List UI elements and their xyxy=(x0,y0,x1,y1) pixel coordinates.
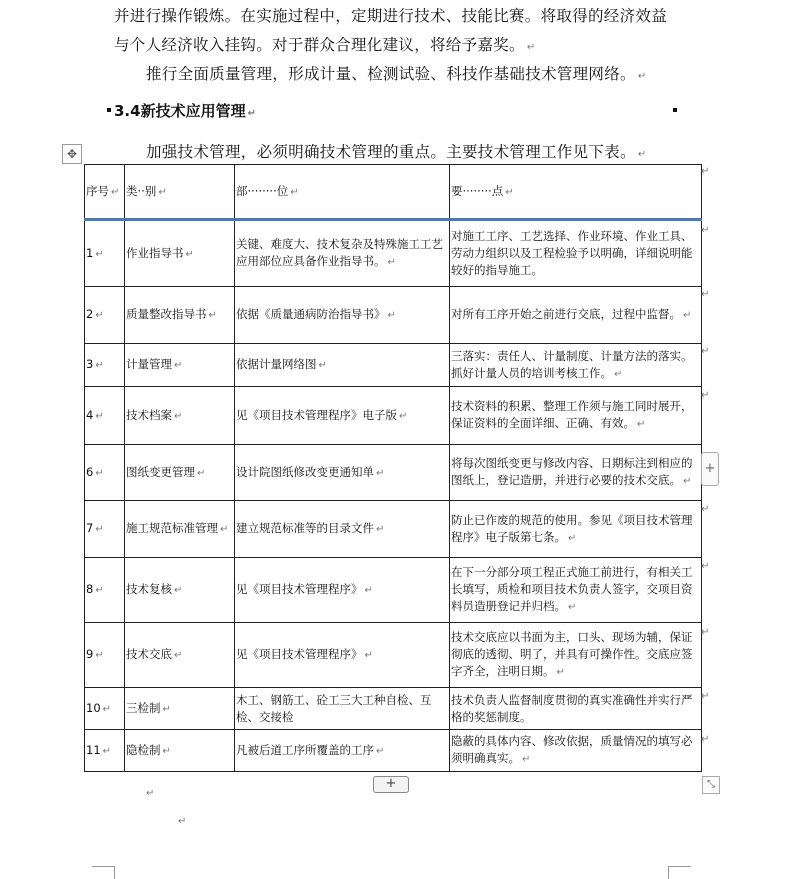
table-resize-icon[interactable]: ⤡ xyxy=(702,776,720,794)
cell-number[interactable]: 10 ↵ xyxy=(85,688,125,730)
table-row xyxy=(85,344,702,387)
section-heading: 3.4新技术应用管理 ↵ xyxy=(114,102,256,120)
row-end-mark: ↵ xyxy=(701,390,710,401)
technical-management-table xyxy=(84,164,702,772)
empty-paragraph-mark: ↵ xyxy=(178,816,187,827)
cell-type[interactable]: 施工规范标准管理 ↵ xyxy=(125,501,235,558)
header-cell-number[interactable]: 序号 ↵ xyxy=(85,165,125,220)
cell-key-points[interactable]: 在下一分部分项工程正式施工前进行，有相关工长填写，质检和项目技术负责人签字，交项目资料员造册登记并归档。 ↵ xyxy=(450,558,702,623)
cell-key-points[interactable]: 技术资料的积累、整理工作须与施工同时展开，保证资料的全面详细、正确、有效。 ↵ xyxy=(450,387,702,445)
cell-part[interactable]: 建立规范标准等的目录文件 ↵ xyxy=(235,501,450,558)
table-row xyxy=(85,623,702,688)
cell-number[interactable]: 9 ↵ xyxy=(85,623,125,688)
table-move-handle-icon[interactable]: ✥ xyxy=(62,144,82,164)
cell-part[interactable]: 见《项目技术管理程序》 ↵ xyxy=(235,623,450,688)
add-column-button[interactable]: + xyxy=(701,452,719,486)
cell-key-points[interactable]: 对施工工序、工艺选择、作业环境、作业工具、劳动力组织以及工程检验予以明确，详细说明能较好的指导施工。 xyxy=(450,220,702,287)
page-corner-mark-left xyxy=(92,866,115,879)
cell-key-points[interactable]: 将每次图纸变更与修改内容、日期标注到相应的图纸上，登记造册，并进行必要的技术交底。 ↵ xyxy=(450,445,702,501)
cell-number[interactable]: 7 ↵ xyxy=(85,501,125,558)
table-row xyxy=(85,501,702,558)
header-cell-key-points[interactable]: 要········点 ↵ xyxy=(450,165,702,220)
cell-number[interactable]: 11 ↵ xyxy=(85,730,125,772)
cell-number[interactable]: 3 ↵ xyxy=(85,344,125,387)
paragraph-mark: ↵ xyxy=(637,149,647,160)
cell-key-points[interactable]: 隐蔽的具体内容、修改依据，质量情况的填写必须明确真实。 ↵ xyxy=(450,730,702,772)
row-end-mark: ↵ xyxy=(701,225,710,236)
cell-type[interactable]: 图纸变更管理 ↵ xyxy=(125,445,235,501)
cell-type[interactable]: 技术档案 ↵ xyxy=(125,387,235,445)
table-row xyxy=(85,558,702,623)
table-row xyxy=(85,730,702,772)
header-cell-type[interactable]: 类··别 ↵ xyxy=(125,165,235,220)
cell-part[interactable]: 木工、钢筋工、砼工三大工种自检、互检、交接检 xyxy=(235,688,450,730)
row-end-mark: ↵ xyxy=(701,561,710,572)
paragraph-mark: ↵ xyxy=(247,108,256,119)
cell-number[interactable]: 2 ↵ xyxy=(85,287,125,344)
cell-part[interactable]: 凡被后道工序所覆盖的工序 ↵ xyxy=(235,730,450,772)
body-paragraph-3: 推行全面质量管理，形成计量、检测试验、科技作基础技术管理网络。 ↵ xyxy=(146,65,647,83)
row-end-mark: ↵ xyxy=(701,346,710,357)
row-end-mark: ↵ xyxy=(701,289,710,300)
cell-type[interactable]: 计量管理 ↵ xyxy=(125,344,235,387)
cell-type[interactable]: 隐检制 ↵ xyxy=(125,730,235,772)
paragraph-mark: ↵ xyxy=(637,71,647,82)
row-end-mark: ↵ xyxy=(701,627,710,638)
cell-number[interactable]: 8 ↵ xyxy=(85,558,125,623)
body-paragraph-1: 并进行操作锻炼。在实施过程中，定期进行技术、技能比赛。将取得的经济效益 xyxy=(114,7,668,25)
table-header-row xyxy=(85,165,702,220)
cell-key-points[interactable]: 防止已作废的规范的使用。参见《项目技术管理程序》电子版第七条。 ↵ xyxy=(450,501,702,558)
empty-paragraph-mark: ↵ xyxy=(146,788,155,799)
cell-part[interactable]: 关键、难度大、技术复杂及特殊施工工艺应用部位应具备作业指导书。 ↵ xyxy=(235,220,450,287)
cell-part[interactable]: 见《项目技术管理程序》 ↵ xyxy=(235,558,450,623)
row-end-mark: ↵ xyxy=(701,734,710,745)
cell-part[interactable]: 依据计量网络图 ↵ xyxy=(235,344,450,387)
cell-type[interactable]: 质量整改指导书 ↵ xyxy=(125,287,235,344)
table-row xyxy=(85,287,702,344)
row-end-mark: ↵ xyxy=(701,166,710,177)
cell-type[interactable]: 技术交底 ↵ xyxy=(125,623,235,688)
table-row xyxy=(85,387,702,445)
cell-type[interactable]: 三检制 ↵ xyxy=(125,688,235,730)
cell-key-points[interactable]: 技术负责人监督制度贯彻的真实准确性并实行严格的奖惩制度。 xyxy=(450,688,702,730)
heading-bullet-mark xyxy=(107,108,111,112)
cell-part[interactable]: 设计院图纸修改变更通知单 ↵ xyxy=(235,445,450,501)
table-row xyxy=(85,220,702,287)
cell-key-points[interactable]: 技术交底应以书面为主，口头、现场为辅，保证彻底的透彻、明了，并具有可操作性。交底应签字齐全，注明日期。 ↵ xyxy=(450,623,702,688)
row-end-mark: ↵ xyxy=(701,691,710,702)
cell-number[interactable]: 1 ↵ xyxy=(85,220,125,287)
paragraph-mark: ↵ xyxy=(526,42,536,53)
cell-key-points[interactable]: 三落实：责任人、计量制度、计量方法的落实。抓好计量人员的培训考核工作。 ↵ xyxy=(450,344,702,387)
cell-part[interactable]: 依据《质量通病防治指导书》 ↵ xyxy=(235,287,450,344)
header-cell-part[interactable]: 部········位 ↵ xyxy=(235,165,450,220)
cell-part[interactable]: 见《项目技术管理程序》电子版 ↵ xyxy=(235,387,450,445)
cell-number[interactable]: 6 ↵ xyxy=(85,445,125,501)
page-corner-mark-right xyxy=(668,866,691,879)
cell-number[interactable]: 4 ↵ xyxy=(85,387,125,445)
add-row-button[interactable]: + xyxy=(373,776,409,793)
cell-type[interactable]: 技术复核 ↵ xyxy=(125,558,235,623)
body-paragraph-2: 与个人经济收入挂钩。对于群众合理化建议，将给予嘉奖。 ↵ xyxy=(114,36,536,54)
cell-key-points[interactable]: 对所有工序开始之前进行交底，过程中监督。 ↵ xyxy=(450,287,702,344)
heading-end-mark xyxy=(673,108,677,112)
cell-type[interactable]: 作业指导书 ↵ xyxy=(125,220,235,287)
row-end-mark: ↵ xyxy=(701,504,710,515)
intro-paragraph: 加强技术管理，必须明确技术管理的重点。主要技术管理工作见下表。 ↵ xyxy=(146,143,647,161)
table-row xyxy=(85,445,702,501)
table-row xyxy=(85,688,702,730)
